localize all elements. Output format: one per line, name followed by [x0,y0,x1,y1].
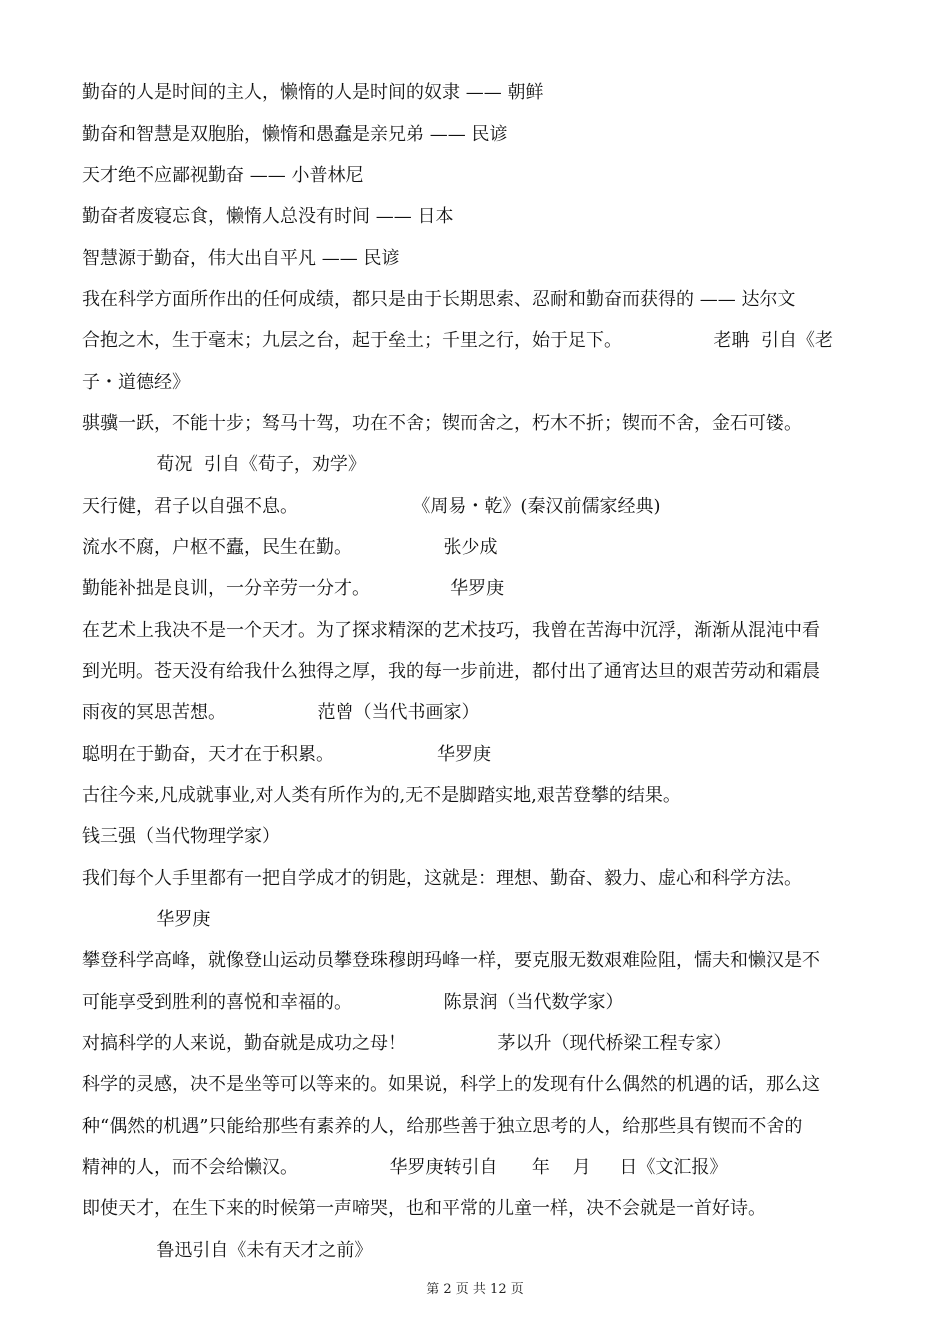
quote-line: 勤能补拙是良训，一分辛劳一分才。 华罗庚 [82,578,505,599]
quote-line: 勤奋的人是时间的主人，懒惰的人是时间的奴隶 —— 朝鲜 [82,82,544,103]
quote-line: 鲁迅引自《未有天才之前》 [82,1240,373,1261]
quote-line: 聪明在于勤奋，天才在于积累。 华罗庚 [82,744,491,765]
quote-line: 古往今来,凡成就事业,对人类有所作为的,无不是脚踏实地,艰苦登攀的结果。 [82,785,681,806]
page-number-footer: 第 2 页 共 12 页 [426,1282,524,1297]
quote-line: 智慧源于勤奋，伟大出自平凡 —— 民谚 [82,248,400,269]
quote-line: 我们每个人手里都有一把自学成才的钥匙，这就是：理想、勤奋、毅力、虚心和科学方法。 [82,868,802,889]
quote-line: 科学的灵感，决不是坐等可以等来的。如果说，科学上的发现有什么偶然的机遇的话，那么这 [82,1074,820,1095]
quote-line: 种“偶然的机遇”只能给那些有素养的人，给那些善于独立思考的人，给那些具有锲而不舍的 [82,1116,803,1137]
quote-line: 天行健，君子以自强不息。 《周易・乾》(秦汉前儒家经典) [82,496,661,517]
quote-line: 到光明。苍天没有给我什么独得之厚，我的每一步前进，都付出了通宵达旦的艰苦劳动和霜晨 [82,661,820,682]
quote-line: 勤奋者废寝忘食，懒惰人总没有时间 —— 日本 [82,206,454,227]
quote-line: 天才绝不应鄙视勤奋 —— 小普林尼 [82,165,364,186]
quote-line: 雨夜的冥思苦想。 范曾（当代书画家） [82,702,480,723]
quote-line: 我在科学方面所作出的任何成绩，都只是由于长期思索、忍耐和勤奋而获得的 —— 达尔文 [82,289,796,310]
quote-line: 勤奋和智慧是双胞胎，懒惰和愚蠢是亲兄弟 —— 民谚 [82,124,508,145]
quote-line: 即使天才，在生下来的时候第一声啼哭，也和平常的儿童一样，决不会就是一首好诗。 [82,1198,766,1219]
quote-line: 钱三强（当代物理学家） [82,826,280,847]
quote-line: 合抱之木，生于毫末；九层之台，起于垒土；千里之行，始于足下。 老聃 引自《老 [82,330,833,351]
quote-line: 攀登科学高峰，就像登山运动员攀登珠穆朗玛峰一样，要克服无数艰难险阻，懦夫和懒汉是不 [82,950,820,971]
quote-line: 可能享受到胜利的喜悦和幸福的。 陈景润（当代数学家） [82,992,624,1013]
quote-line: 荀况 引自《荀子，劝学》 [82,454,366,475]
quote-line: 对搞科学的人来说，勤奋就是成功之母！ 茅以升（现代桥梁工程专家） [82,1033,732,1054]
quote-line: 在艺术上我决不是一个天才。为了探求精深的艺术技巧，我曾在苦海中沉浮，渐渐从混沌中看 [82,620,820,641]
quote-line: 骐骥一跃，不能十步；驽马十驾，功在不舍；锲而舍之，朽木不折；锲而不舍，金石可镂。 [82,413,802,434]
quote-line: 华罗庚 [82,909,211,930]
quote-line: 精神的人，而不会给懒汉。 华罗庚转引自 年 月 日《文汇报》 [82,1157,728,1178]
quote-line: 流水不腐，户枢不蠹，民生在勤。 张少成 [82,537,498,558]
quote-line: 子・道德经》 [82,372,190,393]
